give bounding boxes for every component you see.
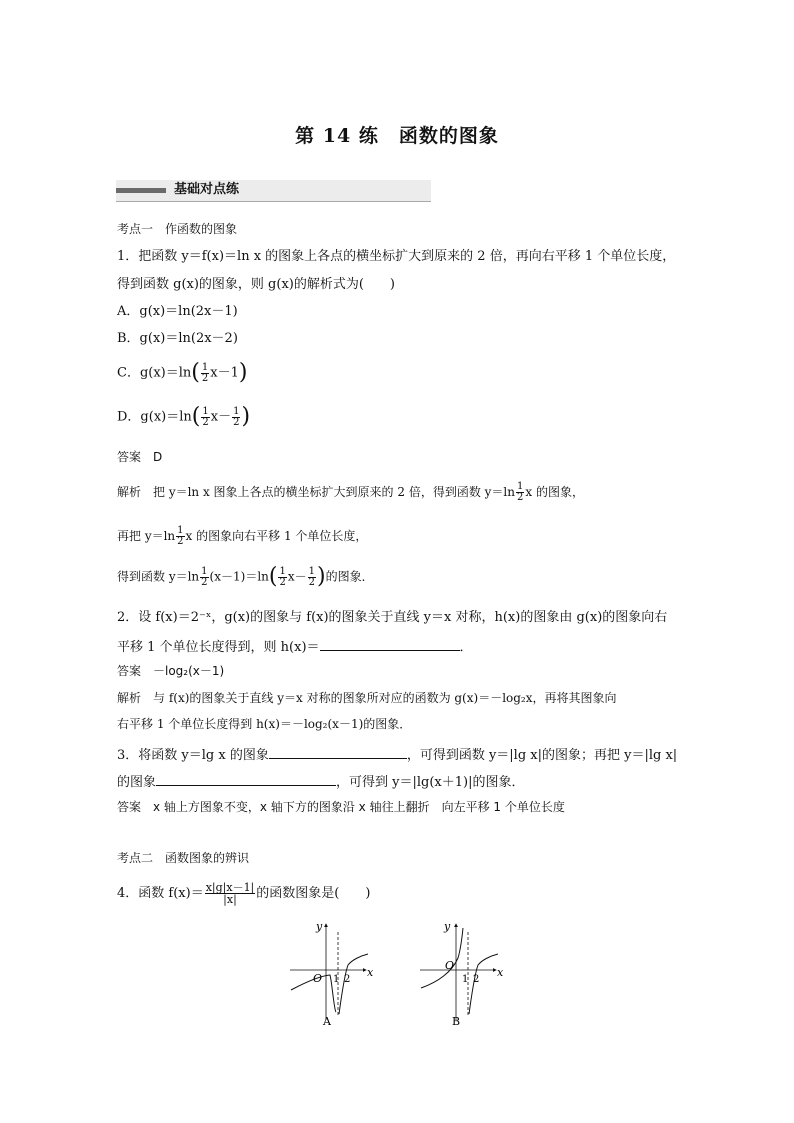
q2-answer: 答案 －log₂(x－1) [117,664,225,678]
x-label: x [497,966,504,979]
origin-label: O [313,972,323,985]
page-title: 第 14 练 函数的图象 [295,125,499,147]
graph-label: B [452,1015,461,1028]
x-label: x [367,966,374,979]
q3-answer: 答案 x 轴上方图象不变，x 轴下方的图象沿 x 轴往上翻折 向左平移 1 个单位长度 [117,800,565,814]
q1-answer: 答案 D [117,450,163,464]
q2-analysis-2: 右平移 1 个单位长度得到 h(x)＝－log₂(x－1)的图象． [117,717,412,731]
q1-analysis-2: 再把 y＝ln $\frac{1}{2}$ x 的图象向右平移 1 个单位长度， [117,525,368,547]
y-label: y [444,920,451,933]
section-bar-marker [116,188,166,193]
q2-answer-blank[interactable] [320,638,460,651]
q4-stem: 4．函数 f(x)＝ $\frac{x|g|x-1|}{|x|}$ 的函数图象是( ) [117,881,371,906]
origin-label: O [445,959,455,972]
q3-line2: 的图象 ，可得到 y＝|lg(x＋1)|的图象． [117,775,525,790]
knowledge-point-1: 考点一 作函数的图象 [117,222,238,236]
q3-line1: 3．将函数 y＝lg x 的图象 ，可得到函数 y＝|lg x|的图象；再把 y＝|lg x| [117,748,678,763]
tick-2: 2 [473,974,480,985]
curve-left [421,928,463,988]
graph-a[interactable] [286,920,376,1030]
graph-b[interactable] [416,920,506,1030]
tick-1: 1 [462,974,469,985]
q2-line1: 2．设 f(x)＝2⁻ˣ，g(x)的图象与 f(x)的图象关于直线 y＝x 对称，h(x)的图象由 g(x)的图象向右 [117,610,668,625]
q1-option-a[interactable]: A．g(x)＝ln(2x－1) [117,304,238,319]
q1-option-d[interactable]: D．g(x)＝ln( $\frac{1}{2}$ x－ $\frac{1}{2}$ ) [117,404,251,429]
tick-1: 1 [333,974,340,985]
tick-2: 2 [344,974,351,985]
fraction: $\frac{1}{2}$ [233,405,240,428]
q1-option-c-text: C．g(x)＝ln [117,365,192,381]
q1-analysis-1: 解析 把 y＝ln x 图象上各点的横坐标扩大到原来的 2 倍，得到函数 y＝ln $\frac{1}{2}$ x 的图象， [117,481,584,503]
q1-line1: 1．把函数 y＝f(x)＝ln x 的图象上各点的横坐标扩大到原来的 2 倍，再向右平移 1 个单位长度， [117,249,676,264]
q1-analysis-3: 得到函数 y＝ln $\frac{1}{2}$ (x－1)＝ln( $\frac{1}{2}$ x－ $\frac{1}{2}$ )的图象． [117,564,374,589]
q3-blank-1[interactable] [269,746,407,759]
q1-option-d-text: D．g(x)＝ln [117,409,192,425]
q2-analysis-1: 解析 与 f(x)的图象关于直线 y＝x 对称的图象所对应的函数为 g(x)＝－log₂x，再将其图象向 [117,691,617,705]
section-bar-label: 基础对点练 [174,182,240,197]
knowledge-point-2: 考点二 函数图象的辨识 [117,851,250,865]
q1-option-c[interactable]: C．g(x)＝ln( $\frac{1}{2}$ x－1) [117,360,248,385]
section-bar [116,180,431,202]
q1-line2: 得到函数 g(x)的图象，则 g(x)的解析式为( ) [117,277,396,292]
q2-line2: 平移 1 个单位长度得到，则 h(x)＝ ． [117,640,473,655]
q3-blank-2[interactable] [156,773,336,786]
y-label: y [316,920,323,933]
fraction: $\frac{1}{2}$ [201,361,209,384]
graph-label: A [323,1015,331,1028]
q1-option-b[interactable]: B．g(x)＝ln(2x－2) [117,331,238,346]
fraction: $\frac{1}{2}$ [202,405,209,428]
